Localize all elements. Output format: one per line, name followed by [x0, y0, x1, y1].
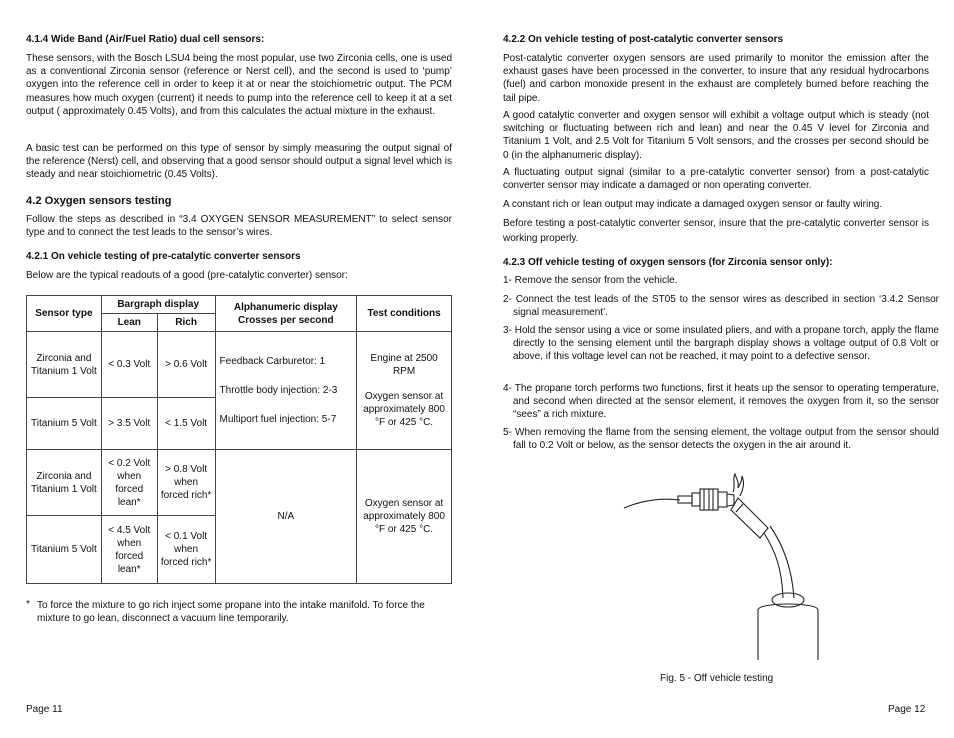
section-4-1-4-paragraph-2: A basic test can be performed on this type of sensor by simply measuring the output signal of the reference (Nerst) cell, and observing that a good sensor should output a signal level which is steady and near stoichiometric (0.45 Volts). [26, 143, 452, 181]
page-number-right: Page 12 [888, 704, 926, 715]
table-cell-sensor-type: Titanium 5 Volt [27, 516, 102, 584]
section-4-2-2-paragraph-2: A good catalytic converter and oxygen sensor will exhibit a voltage output which is steady (not switching or fluctuating between rich and lean) and near the 0.45 V level for Zirconia and Titanium 1 Volt, and 2.5 Volt for Titanium 5 Volt sensors, and the crosses per second should be 0 (in the alphanumeric display). [503, 110, 929, 161]
alpha-throttle-body-injection: Throttle body injection: 2-3 [219, 385, 338, 396]
section-4-1-4-paragraph-1: These sensors, with the Bosch LSU4 being the most popular, use two Zirconia cells, one is used as a conventional Zirconia sensor (reference or Nerst cell), and the second is used to ‘pump’ oxygen into the reference cell in order to keep it at or near the stoichiometric output. The PCM measures how much oxygen (current) it needs to pump into the reference cell to keep it at a set output ( approximately 0.45 Volts), and from this calculates the actual mixture in the exhaust. [26, 53, 452, 117]
table-cell-sensor-type: Titanium 5 Volt [27, 398, 102, 450]
alpha-feedback-carburetor: Feedback Carburetor: 1 [219, 356, 326, 367]
step-item: 1- Remove the sensor from the vehicle. [503, 275, 678, 286]
header-bargraph-display: Bargraph display [101, 296, 215, 314]
section-4-2-1-heading: 4.2.1 On vehicle testing of pre-catalytic converter sensors [26, 251, 301, 262]
header-alphanumeric-display: Alphanumeric display Crosses per second [215, 296, 357, 332]
table-cell-test-conditions: Oxygen sensor at approximately 800 °F or 425 °C. [357, 450, 452, 584]
step-item: 3- Hold the sensor using a vice or some insulated pliers, and with a propane torch, apply the flame directly to the sensing element until the bargraph display shows a voltage output of 0.8 Volt or above, if this voltage level can not be reached, it may point to a defective sensor. [503, 325, 939, 363]
section-4-2-2-heading: 4.2.2 On vehicle testing of post-catalytic converter sensors [503, 34, 784, 45]
oxygen-sensor-icon [678, 489, 734, 510]
step-item: 5- When removing the flame from the sensing element, the voltage output from the sensor should fall to 0.2 Volt or below, as the sensor detects the oxygen in the air around it. [503, 427, 939, 452]
table-cell-sensor-type: Zirconia and Titanium 1 Volt [27, 332, 102, 398]
test-sensor-temperature: Oxygen sensor at approximately 800 °F or 425 °C. [363, 391, 445, 428]
table-cell-lean: < 0.2 Volt when forced lean* [101, 450, 157, 516]
section-4-2-3-heading: 4.2.3 Off vehicle testing of oxygen sensors (for Zirconia sensor only): [503, 257, 833, 268]
test-engine-rpm: Engine at 2500 RPM [370, 353, 438, 377]
table-cell-test-conditions [357, 332, 452, 450]
table-cell-rich: < 0.1 Volt when forced rich* [157, 516, 215, 584]
header-sensor-type: Sensor type [27, 296, 102, 332]
page-number-left: Page 11 [26, 704, 63, 715]
table-cell-rich: > 0.8 Volt when forced rich* [157, 450, 215, 516]
section-4-2-1-paragraph: Below are the typical readouts of a good (pre-catalytic converter) sensor: [26, 270, 348, 281]
section-4-2-2-paragraph-5: Before testing a post-catalytic converter sensor, insure that the pre-catalytic converter sensor is working properly. [503, 218, 929, 244]
flame-icon [733, 474, 743, 496]
section-4-2-2-paragraph-1: Post-catalytic converter oxygen sensors are used primarily to monitor the emission after the exhaust gases have been processed in the converter, to insure that any residual hydrocarbons (fuel) and carbon monoxide present in the exhaust are completely burned before reaching the tail pipe. [503, 53, 929, 104]
figure-caption: Fig. 5 - Off vehicle testing [660, 673, 774, 684]
section-4-2-heading: 4.2 Oxygen sensors testing [26, 195, 172, 207]
step-item: 2- Connect the test leads of the ST05 to the sensor wires as described in section ‘3.4.2 Sensor signal measurement’. [503, 294, 939, 319]
footnote-mark: * [26, 599, 30, 610]
sensor-readout-table [26, 295, 452, 584]
footnote: To force the mixture to go rich inject some propane into the intake manifold. To force the mixture to go lean, disconnect a vacuum line temporarily. [37, 600, 425, 625]
alpha-multiport-fuel-injection: Multiport fuel injection: 5-7 [219, 414, 337, 425]
section-4-2-2-paragraph-4: A constant rich or lean output may indicate a damaged oxygen sensor or faulty wiring. [503, 199, 883, 210]
table-cell-crosses-per-second [215, 332, 357, 450]
header-test-conditions: Test conditions [357, 296, 452, 332]
step-item: 4- The propane torch performs two functions, first it heats up the sensor to operating temperature, and second when directed at the sensor element, it removes the oxygen from it, so the sensor “sees” a rich mixture. [503, 383, 939, 421]
table-cell-lean: < 4.5 Volt when forced lean* [101, 516, 157, 584]
table-cell-rich: < 1.5 Volt [157, 398, 215, 450]
off-vehicle-testing-figure [618, 470, 828, 660]
table-cell-lean: < 0.3 Volt [101, 332, 157, 398]
section-4-1-4-heading: 4.1.4 Wide Band (Air/Fuel Ratio) dual cell sensors: [26, 34, 265, 45]
section-4-2-paragraph: Follow the steps as described in “3.4 OXYGEN SENSOR MEASUREMENT” to select sensor type and to connect the test leads to the sensor’s wires. [26, 214, 452, 239]
header-rich: Rich [157, 314, 215, 332]
table-cell-rich: > 0.6 Volt [157, 332, 215, 398]
section-4-2-2-paragraph-3: A fluctuating output signal (similar to a pre-catalytic converter sensor) from a post-catalytic converter sensor may indicate a damaged or non operating converter. [503, 167, 929, 192]
table-cell-crosses-per-second: N/A [215, 450, 357, 584]
propane-torch-icon [731, 498, 818, 660]
table-cell-lean: > 3.5 Volt [101, 398, 157, 450]
header-lean: Lean [101, 314, 157, 332]
table-cell-sensor-type: Zirconia and Titanium 1 Volt [27, 450, 102, 516]
sensor-wire [624, 499, 680, 508]
